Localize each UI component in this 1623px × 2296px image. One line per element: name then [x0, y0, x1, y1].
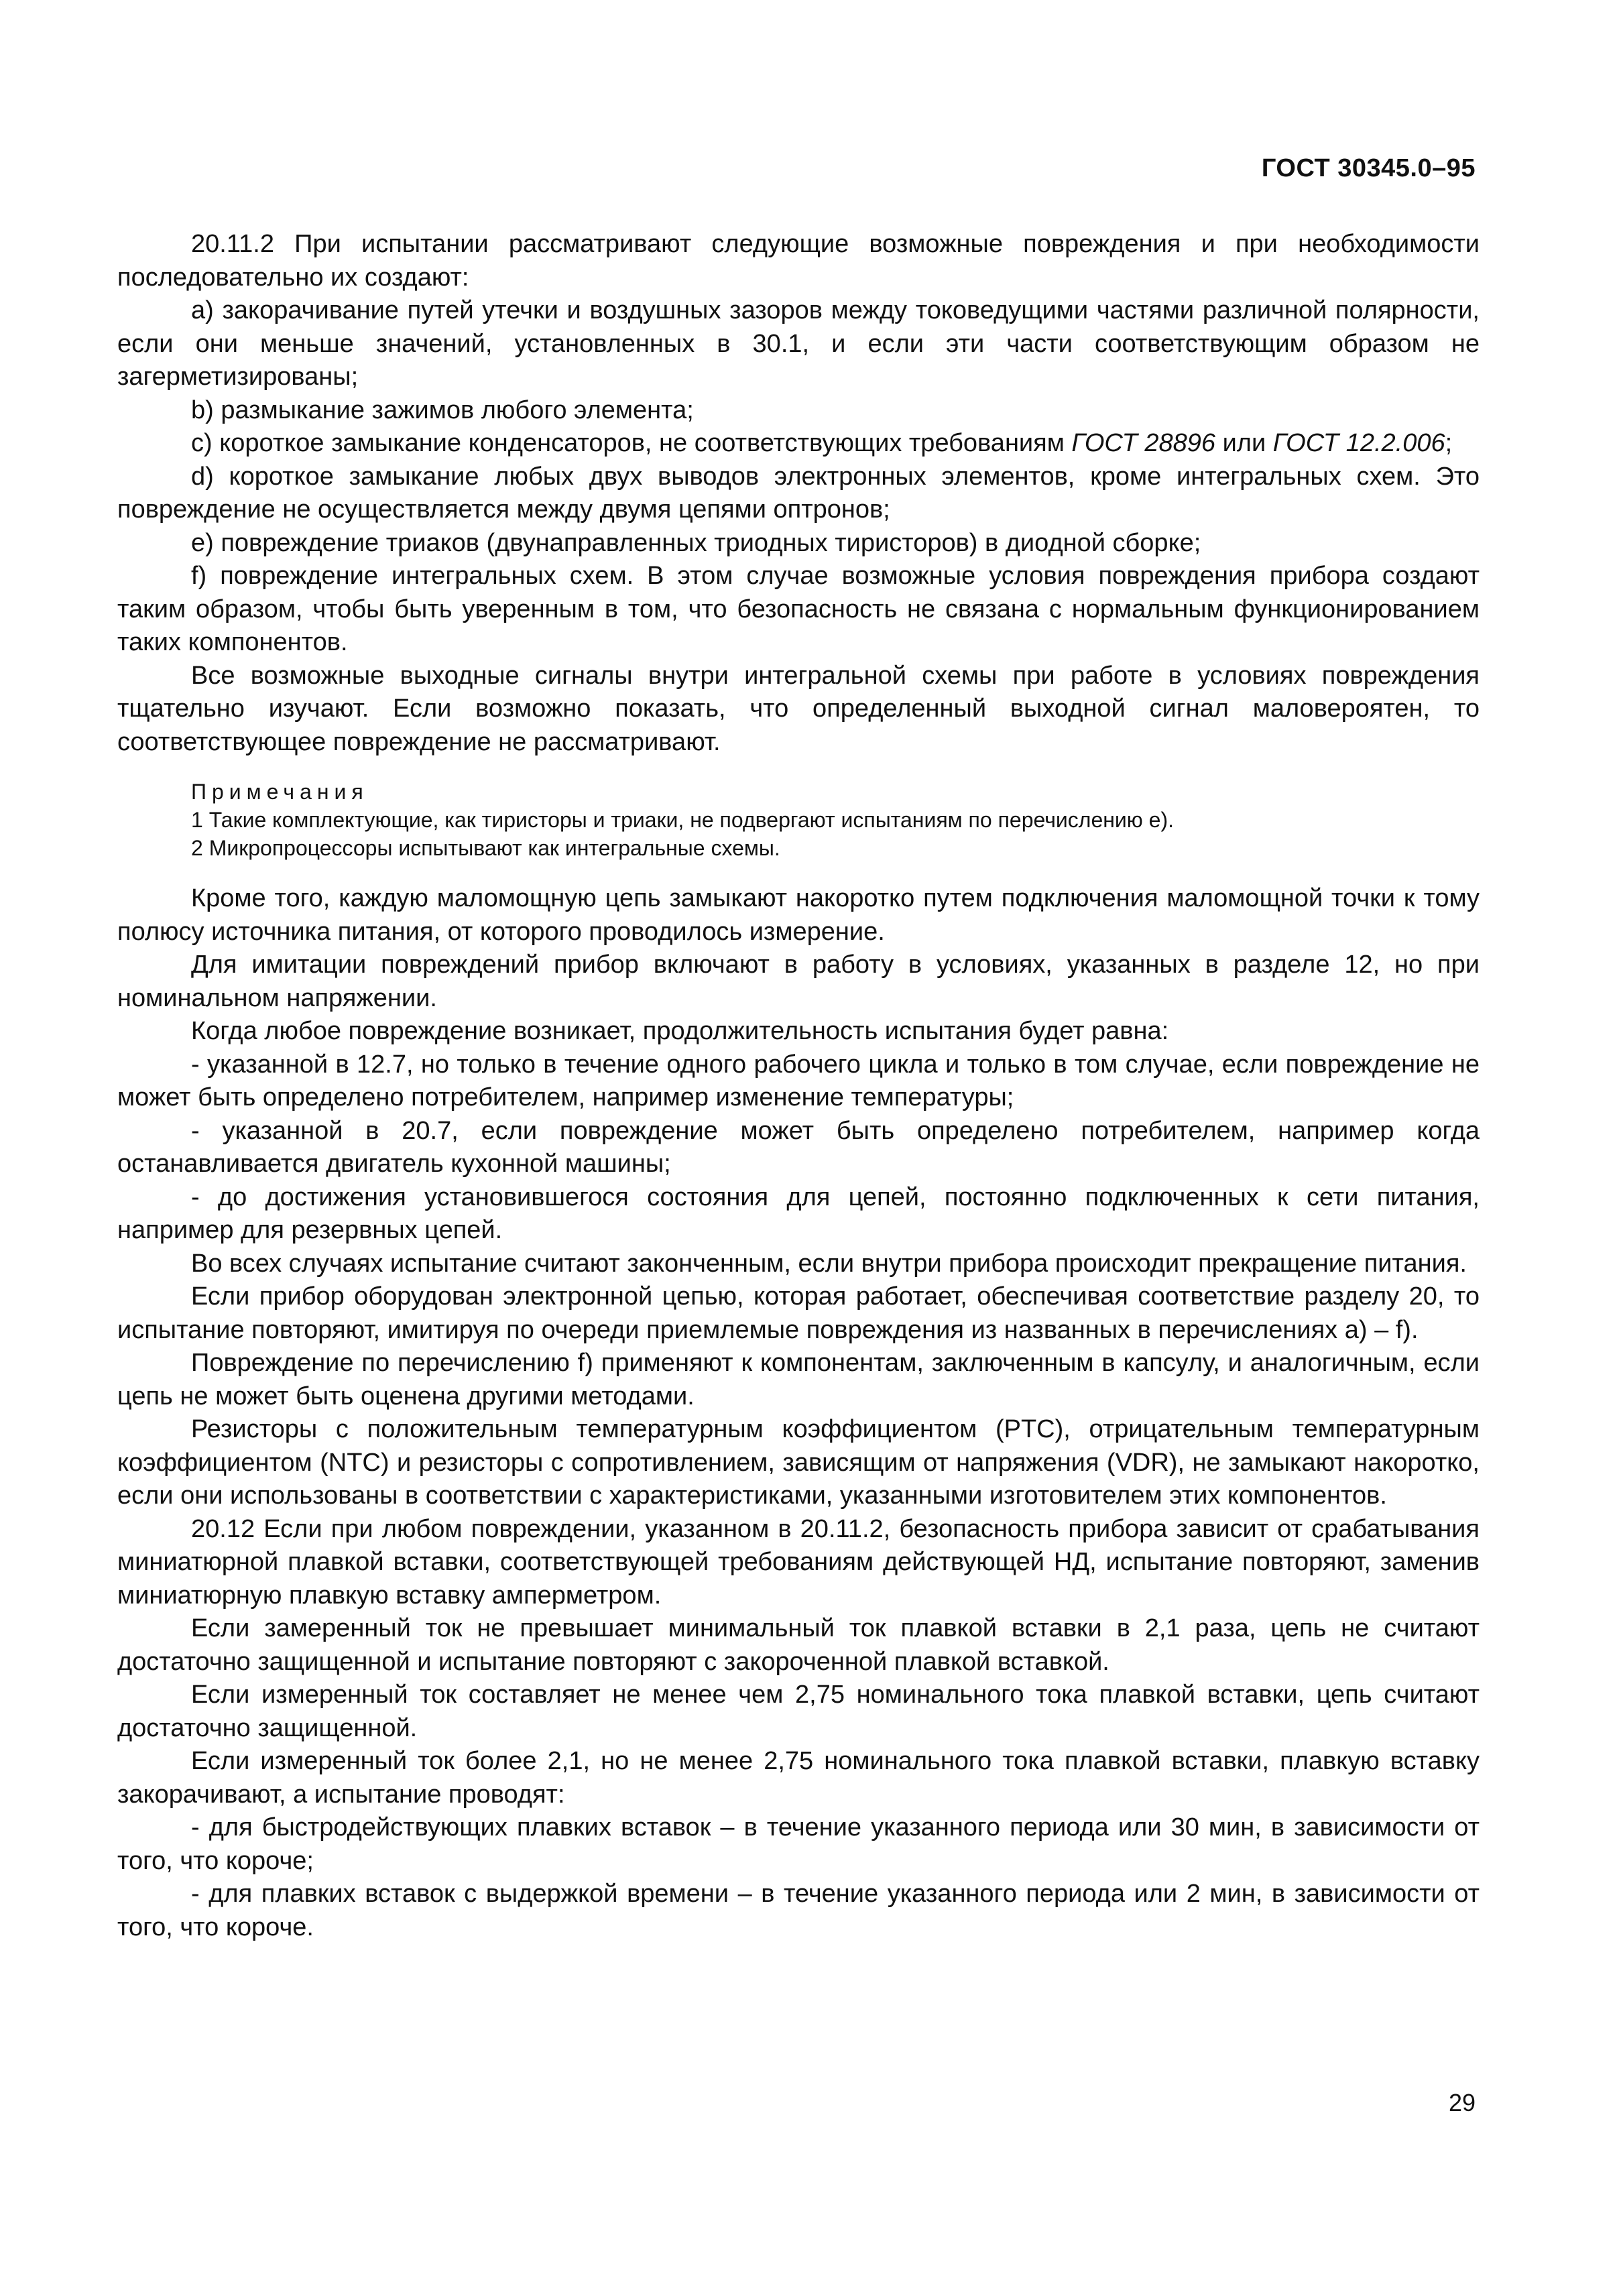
notes-block [117, 778, 1480, 862]
paragraph: Все возможные выходные сигналы внутри интегральной схемы при работе в условиях повреждения тщательно изучают. Если возможно показать, что определенный выходной сигнал маловероятен, то соответствующее повреждение не рассматривают. [117, 661, 1480, 756]
list-item-f: f) повреждение интегральных схем. В этом случае возможные условия повреждения прибора создают таким образом, чтобы быть уверенным в том, что безопасность не связана с нормальным функционированием таких компонентов. [117, 562, 1480, 656]
standard-reference: ГОСТ 12.2.006 [1272, 429, 1445, 457]
paragraph: Если прибор оборудован электронной цепью, которая работает, обеспечивая соответствие разделу 20, то испытание повторяют, имитируя по очереди приемлемые повреждения из названных в перечислениях a) – f). [117, 1282, 1480, 1344]
standard-reference: ГОСТ 28896 [1071, 429, 1216, 457]
paragraph: - для плавких вставок с выдержкой времени – в течение указанного периода или 2 мин, в зависимости от того, что короче. [117, 1880, 1480, 1941]
paragraph: Повреждение по перечислению f) применяют к компонентам, заключенным в капсулу, и аналогичным, если цепь не может быть оценена другими методами. [117, 1349, 1480, 1410]
paragraph: Если измеренный ток более 2,1, но не менее 2,75 номинального тока плавкой вставки, плавкую вставку закорачивают, а испытание проводят: [117, 1747, 1480, 1809]
paragraph: 20.11.2 При испытании рассматривают следующие возможные повреждения и при необходимости последовательно их создают: [117, 230, 1480, 292]
paragraph: Во всех случаях испытание считают законченным, если внутри прибора происходит прекращение питания. [191, 1249, 1467, 1278]
paragraph: Когда любое повреждение возникает, продолжительность испытания будет равна: [191, 1017, 1169, 1045]
document-body [117, 228, 1480, 1944]
paragraph: Для имитации повреждений прибор включают в работу в условиях, указанных в разделе 12, но при номинальном напряжении. [117, 951, 1480, 1012]
document-header: ГОСТ 30345.0–95 [1261, 154, 1476, 182]
page-number: 29 [1448, 2089, 1476, 2116]
paragraph: Кроме того, каждую маломощную цепь замыкают накоротко путем подключения маломощной точки к тому полюсу источника питания, от которого проводилось измерение. [117, 884, 1480, 946]
text-fragment: ; [1445, 429, 1453, 457]
paragraph: - до достижения установившегося состояния для цепей, постоянно подключенных к сети питания, например для резервных цепей. [117, 1183, 1480, 1244]
paragraph: - указанной в 12.7, но только в течение одного рабочего цикла и только в том случае, если повреждение не может быть определено потребителем, например изменение температуры; [117, 1050, 1480, 1111]
list-item-d: d) короткое замыкание любых двух выводов электронных элементов, кроме интегральных схем. Это повреждение не осуществляется между двумя цепями оптронов; [117, 462, 1480, 524]
paragraph: 20.12 Если при любом повреждении, указанном в 20.11.2, безопасность прибора зависит от срабатывания миниатюрной плавкой вставки, соответствующей требованиям действующей НД, испытание повторяют, заменив миниатюрную плавкую вставку амперметром. [117, 1514, 1480, 1610]
paragraph: - указанной в 20.7, если повреждение может быть определено потребителем, например когда останавливается двигатель кухонной машины; [117, 1116, 1480, 1178]
note-item: 2 Микропроцессоры испытывают как интегральные схемы. [191, 836, 780, 860]
note-item: 1 Такие комплектующие, как тиристоры и триаки, не подвергают испытаниям по перечислению е). [191, 808, 1175, 832]
list-item-c [117, 427, 1480, 461]
notes-title: Примечания [191, 780, 369, 804]
list-item-b: b) размыкание зажимов любого элемента; [191, 396, 694, 424]
list-item-e: e) повреждение триаков (двунаправленных триодных тиристоров) в диодной сборке; [191, 528, 1201, 557]
text-fragment: c) короткое замыкание конденсаторов, не соответствующих требованиям [191, 429, 1072, 457]
paragraph: Резисторы с положительным температурным коэффициентом (PTC), отрицательным температурным коэффициентом (NTC) и резисторы с сопротивлением, зависящим от напряжения (VDR), не замыкают накоротко, если они использованы в соответствии с характеристиками, указанными изготовителем этих компонентов. [117, 1415, 1480, 1510]
paragraph: Если замеренный ток не превышает минимальный ток плавкой вставки в 2,1 раза, цепь не считают достаточно защищенной и испытание повторяют с закороченной плавкой вставкой. [117, 1614, 1480, 1676]
paragraph: - для быстродействующих плавких вставок – в течение указанного периода или 30 мин, в зависимости от того, что короче; [117, 1813, 1480, 1875]
paragraph: Если измеренный ток составляет не менее чем 2,75 номинального тока плавкой вставки, цепь считают достаточно защищенной. [117, 1681, 1480, 1742]
paragraph-group [117, 882, 1480, 1944]
list-item-a: a) закорачивание путей утечки и воздушных зазоров между токоведущими частями различной полярности, если они меньше значений, установленных в 30.1, и если эти части соответствующим образом не загерметизированы; [117, 296, 1480, 391]
spacer [117, 759, 1480, 778]
text-fragment: или [1215, 429, 1273, 457]
